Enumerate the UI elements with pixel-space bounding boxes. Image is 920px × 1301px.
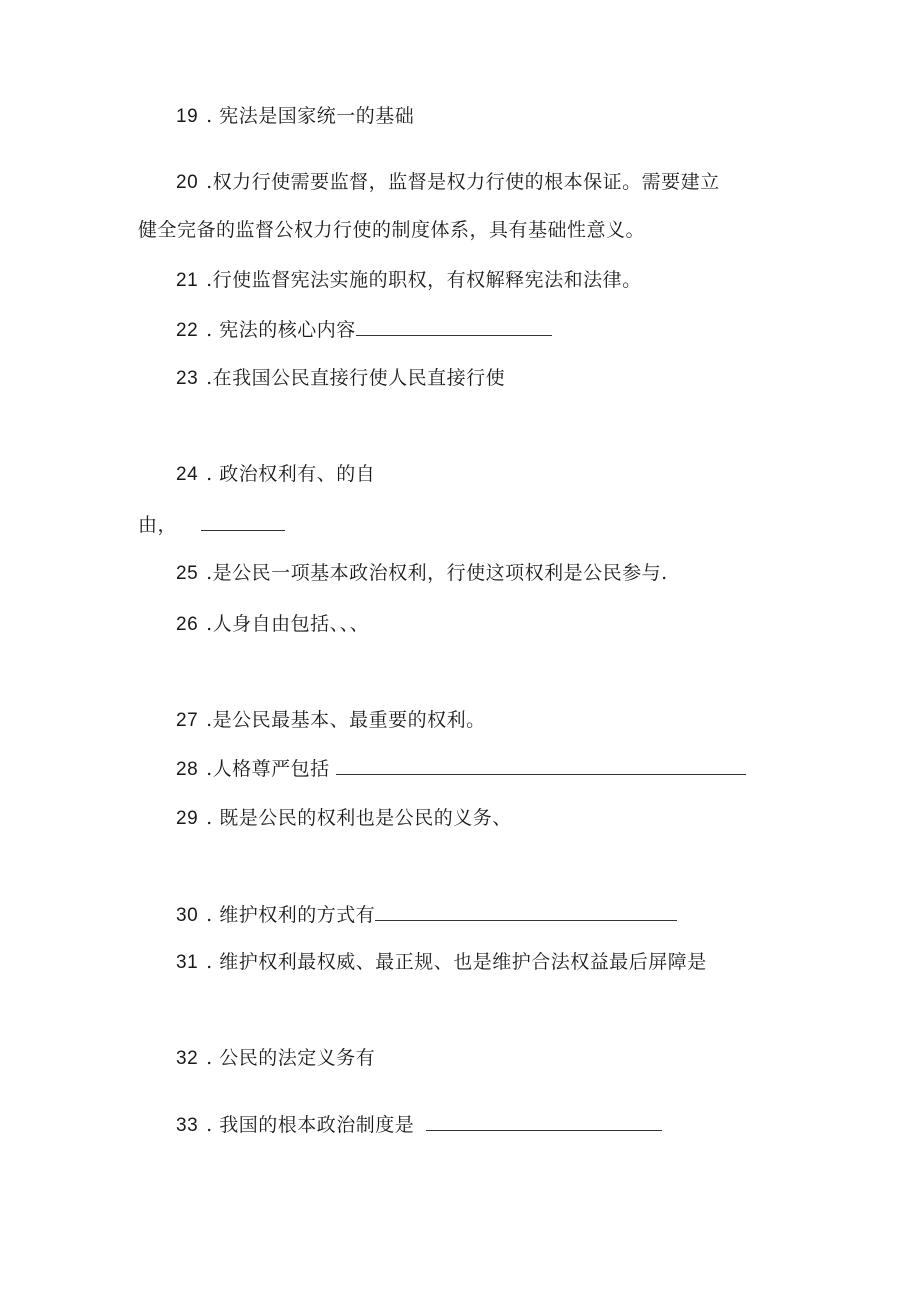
item-text: . 既是公民的权利也是公民的义务、 <box>206 807 512 829</box>
item-number: 23 <box>176 368 199 389</box>
item-30 <box>176 902 677 928</box>
item-33 <box>176 1112 662 1138</box>
item-24-continuation <box>138 512 285 537</box>
item-number: 22 <box>176 320 199 341</box>
item-number: 19 <box>176 106 199 127</box>
item-text: . 维护权利的方式有 <box>206 904 376 926</box>
item-number: 29 <box>176 808 199 829</box>
answer-blank <box>356 317 552 336</box>
item-text: . 公民的法定义务有 <box>206 1047 376 1069</box>
item-number: 27 <box>176 710 199 731</box>
item-21 <box>176 268 642 293</box>
item-24 <box>176 462 375 487</box>
item-text: . 维护权利最权威、最正规、也是维护合法权益最后屏障是 <box>206 951 707 973</box>
item-text: . 我国的根本政治制度是 <box>206 1114 415 1136</box>
item-text: .人身自由包括、、、 <box>206 613 370 635</box>
item-20 <box>176 170 720 195</box>
item-number: 32 <box>176 1048 199 1069</box>
answer-blank <box>336 756 746 775</box>
item-23 <box>176 366 505 391</box>
item-number: 26 <box>176 614 199 635</box>
item-number: 25 <box>176 563 199 584</box>
item-text: .行使监督宪法实施的职权，有权解释宪法和法律。 <box>206 269 642 291</box>
item-29 <box>176 806 512 831</box>
item-number: 20 <box>176 172 199 193</box>
item-20-continuation <box>138 218 645 242</box>
answer-blank <box>375 902 677 921</box>
item-text: .权力行使需要监督，监督是权力行使的根本保证。需要建立 <box>206 171 720 193</box>
item-number: 28 <box>176 759 199 780</box>
item-number: 30 <box>176 905 199 926</box>
item-27 <box>176 708 486 733</box>
item-text: .在我国公民直接行使人民直接行使 <box>206 367 506 389</box>
item-text: .是公民一项基本政治权利，行使这项权利是公民参与. <box>206 562 668 584</box>
item-text: . 宪法是国家统一的基础 <box>206 105 415 127</box>
item-number: 24 <box>176 464 199 485</box>
item-28 <box>176 756 746 782</box>
item-31 <box>176 950 707 975</box>
item-number: 21 <box>176 270 199 291</box>
item-text-continuation: 健全完备的监督公权力行使的制度体系，具有基础性意义。 <box>138 219 646 241</box>
item-26 <box>176 612 369 637</box>
item-text: .是公民最基本、最重要的权利。 <box>206 709 486 731</box>
item-22 <box>176 317 552 343</box>
item-text: . 政治权利有、的自 <box>206 463 376 485</box>
item-text: .人格尊严包括 <box>206 758 330 780</box>
answer-blank <box>201 512 285 531</box>
answer-blank <box>426 1112 662 1131</box>
item-text-continuation: 由， <box>138 514 178 536</box>
item-19 <box>176 104 414 129</box>
item-25 <box>176 561 668 586</box>
item-number: 33 <box>176 1115 199 1136</box>
item-text: . 宪法的核心内容 <box>206 319 356 341</box>
item-number: 31 <box>176 952 199 973</box>
item-32 <box>176 1046 375 1071</box>
